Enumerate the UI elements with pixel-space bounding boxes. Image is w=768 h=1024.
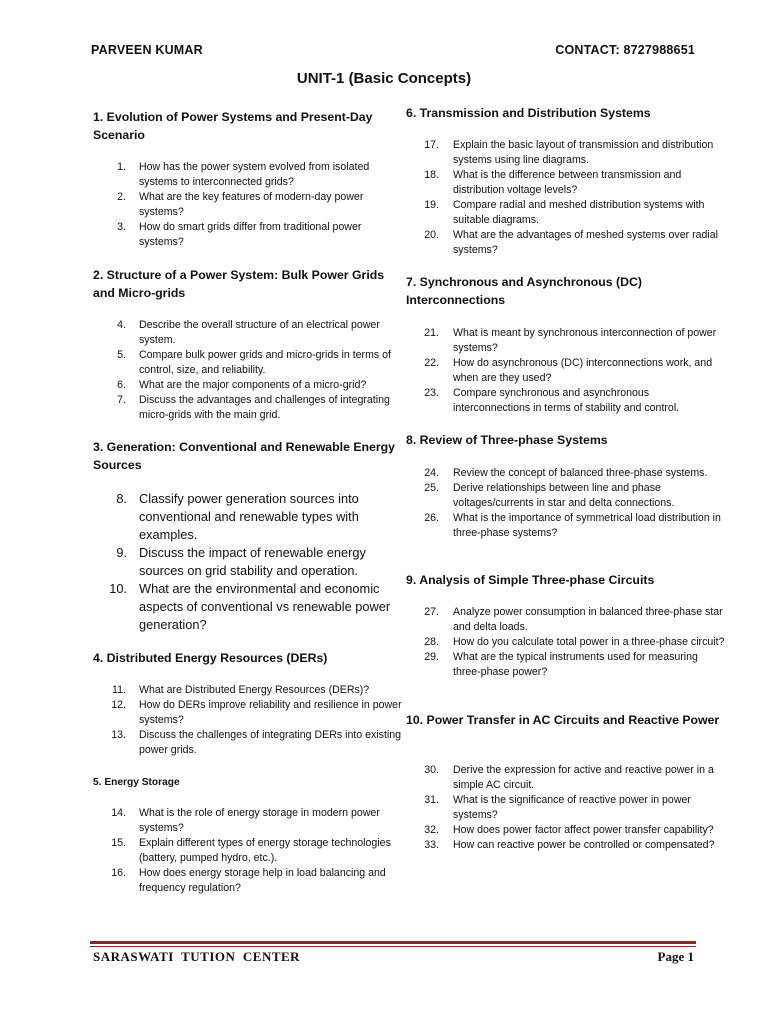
question-number: 25.	[424, 482, 439, 494]
question-number: 29.	[424, 651, 439, 663]
section-heading: 9. Analysis of Simple Three-phase Circuits	[406, 573, 655, 587]
question-number: 27.	[424, 606, 439, 618]
question-text: Discuss the challenges of integrating DERs into existing power grids.	[139, 729, 402, 756]
list-item	[93, 378, 403, 393]
list-item	[406, 650, 726, 680]
question-number: 24.	[424, 467, 439, 479]
header-contact: CONTACT: 8727988651	[555, 43, 695, 57]
question-number: 10.	[109, 581, 127, 596]
question-number: 20.	[424, 229, 439, 241]
list-item	[93, 836, 403, 866]
question-list	[406, 466, 726, 541]
list-item	[93, 866, 403, 896]
list-item	[406, 168, 726, 198]
section-heading: 3. Generation: Conventional and Renewable Energy Sources	[93, 440, 396, 472]
question-number: 7.	[117, 394, 126, 406]
question-text: How do you calculate total power in a three-phase circuit?	[453, 636, 725, 648]
question-number: 4.	[117, 319, 126, 331]
header-name: PARVEEN KUMAR	[91, 43, 203, 57]
list-item	[93, 683, 403, 698]
question-number: 12.	[111, 699, 126, 711]
list-item	[93, 220, 403, 250]
footer-center-name: SARASWATI TUTION CENTER	[93, 949, 301, 964]
question-number: 14.	[111, 807, 126, 819]
list-item	[406, 511, 726, 541]
question-text: How does energy storage help in load balancing and frequency regulation?	[139, 867, 386, 894]
question-list	[93, 318, 403, 423]
footer-divider-thin	[90, 946, 696, 947]
question-number: 2.	[117, 191, 126, 203]
list-item	[93, 580, 403, 634]
list-item	[93, 160, 403, 190]
question-number: 3.	[117, 221, 126, 233]
question-text: What is the role of energy storage in modern power systems?	[139, 807, 380, 834]
question-text: Explain the basic layout of transmission and distribution systems using line diagrams.	[453, 139, 714, 166]
question-number: 30.	[424, 764, 439, 776]
question-list	[406, 138, 726, 258]
question-list	[93, 490, 403, 634]
question-number: 17.	[424, 139, 439, 151]
question-text: What are the major components of a micro-grid?	[139, 379, 367, 391]
list-item	[406, 838, 726, 853]
list-item	[93, 490, 403, 544]
question-text: What are the environmental and economic aspects of conventional vs renewable power generation?	[139, 581, 391, 632]
question-list	[406, 605, 726, 680]
question-number: 23.	[424, 387, 439, 399]
list-item	[406, 466, 726, 481]
question-text: Compare synchronous and asynchronous interconnections in terms of stability and control.	[453, 387, 680, 414]
question-number: 21.	[424, 327, 439, 339]
question-text: What is the difference between transmission and distribution voltage levels?	[453, 169, 682, 196]
question-text: What is the significance of reactive power in power systems?	[453, 794, 691, 821]
question-number: 22.	[424, 357, 439, 369]
list-item	[406, 763, 726, 793]
question-text: Derive relationships between line and phase voltages/currents in star and delta connections.	[453, 482, 675, 509]
question-number: 6.	[117, 379, 126, 391]
question-number: 31.	[424, 794, 439, 806]
question-text: What are the advantages of meshed systems over radial systems?	[453, 229, 718, 256]
question-text: How has the power system evolved from isolated systems to interconnected grids?	[139, 161, 370, 188]
question-number: 32.	[424, 824, 439, 836]
list-item	[406, 198, 726, 228]
section-heading: 8. Review of Three-phase Systems	[406, 433, 608, 447]
list-item	[406, 823, 726, 838]
list-item	[93, 318, 403, 348]
question-text: What are the key features of modern-day power systems?	[139, 191, 364, 218]
question-list	[93, 160, 403, 250]
question-text: How do asynchronous (DC) interconnections work, and when are they used?	[453, 357, 713, 384]
question-number: 19.	[424, 199, 439, 211]
section-heading: 7. Synchronous and Asynchronous (DC) Interconnections	[406, 275, 642, 307]
list-item	[93, 348, 403, 378]
section-heading: 10. Power Transfer in AC Circuits and Reactive Power	[406, 713, 720, 727]
question-text: Discuss the advantages and challenges of integrating micro-grids with the main grid.	[139, 394, 390, 421]
section-heading: 4. Distributed Energy Resources (DERs)	[93, 651, 328, 665]
question-list	[406, 326, 726, 416]
list-item	[93, 698, 403, 728]
question-text: Review the concept of balanced three-phase systems.	[453, 467, 708, 479]
question-text: How does power factor affect power transfer capability?	[453, 824, 714, 836]
question-text: How do smart grids differ from traditional power systems?	[139, 221, 362, 248]
question-text: Discuss the impact of renewable energy sources on grid stability and operation.	[139, 545, 366, 578]
list-item	[406, 228, 726, 258]
list-item	[406, 356, 726, 386]
list-item	[406, 605, 726, 635]
question-text: Explain different types of energy storage technologies (battery, pumped hydro, etc.).	[139, 837, 391, 864]
question-text: What are the typical instruments used for measuring three-phase power?	[453, 651, 698, 678]
list-item	[93, 544, 403, 580]
question-number: 33.	[424, 839, 439, 851]
question-number: 16.	[111, 867, 126, 879]
footer-page-number: Page 1	[657, 949, 694, 964]
question-number: 26.	[424, 512, 439, 524]
list-item	[406, 635, 726, 650]
list-item	[93, 393, 403, 423]
page-title: UNIT-1 (Basic Concepts)	[296, 70, 472, 87]
section-heading: 2. Structure of a Power System: Bulk Power Grids and Micro-grids	[93, 268, 385, 300]
list-item	[406, 138, 726, 168]
question-number: 9.	[116, 545, 127, 560]
question-text: How can reactive power be controlled or compensated?	[453, 839, 715, 851]
question-number: 18.	[424, 169, 439, 181]
question-number: 5.	[117, 349, 126, 361]
question-text: What is the importance of symmetrical load distribution in three-phase systems?	[453, 512, 721, 539]
question-number: 13.	[111, 729, 126, 741]
question-text: What are Distributed Energy Resources (DERs)?	[139, 684, 370, 696]
footer-divider	[90, 941, 696, 944]
question-text: Compare radial and meshed distribution systems with suitable diagrams.	[453, 199, 705, 226]
list-item	[406, 793, 726, 823]
section-heading: 1. Evolution of Power Systems and Present-Day Scenario	[93, 110, 373, 142]
question-text: Analyze power consumption in balanced three-phase star and delta loads.	[453, 606, 723, 633]
list-item	[406, 326, 726, 356]
question-number: 11.	[112, 684, 126, 696]
section-heading: 6. Transmission and Distribution Systems	[406, 106, 651, 120]
question-list	[93, 806, 403, 896]
question-text: What is meant by synchronous interconnection of power systems?	[453, 327, 717, 354]
question-list	[93, 683, 403, 758]
list-item	[93, 806, 403, 836]
list-item	[93, 190, 403, 220]
list-item	[406, 386, 726, 416]
question-text: Compare bulk power grids and micro-grids in terms of control, size, and reliability.	[139, 349, 391, 376]
question-number: 15.	[111, 837, 126, 849]
question-list	[406, 763, 726, 853]
question-number: 1.	[117, 161, 126, 173]
question-number: 8.	[116, 491, 127, 506]
question-text: Describe the overall structure of an electrical power system.	[139, 319, 380, 346]
section-heading: 5. Energy Storage	[93, 777, 180, 788]
question-text: Classify power generation sources into conventional and renewable types with examples.	[139, 491, 359, 542]
list-item	[406, 481, 726, 511]
question-number: 28.	[424, 636, 439, 648]
question-text: Derive the expression for active and reactive power in a simple AC circuit.	[453, 764, 714, 791]
question-text: How do DERs improve reliability and resilience in power systems?	[139, 699, 402, 726]
list-item	[93, 728, 403, 758]
